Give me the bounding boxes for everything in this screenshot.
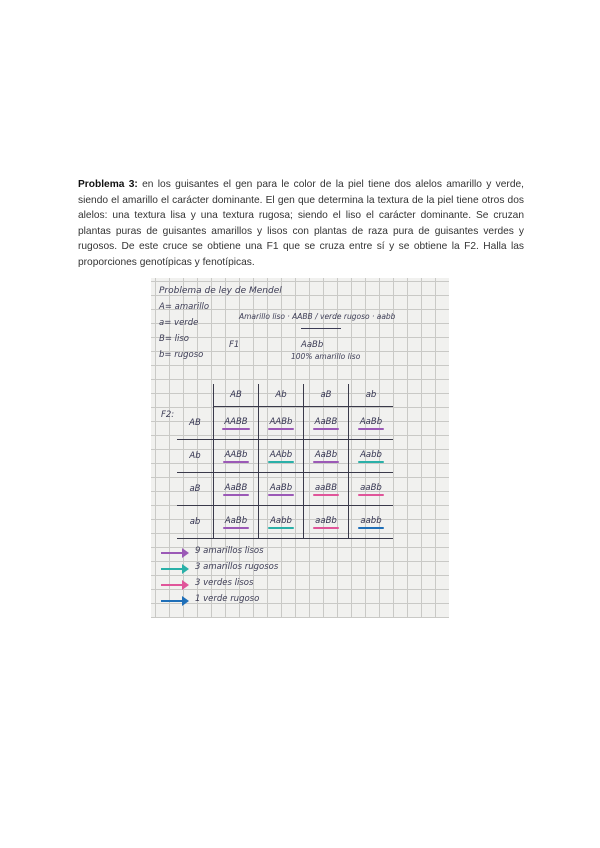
problem-heading: Problema 3: [78,179,138,190]
genotype-text: AaBB [224,482,248,493]
genotype-cell [304,473,349,506]
phenotype-mark [313,527,339,529]
phenotype-mark [268,494,294,496]
gamete-row-label: Ab [177,440,214,473]
key-item: A= amarillo [159,302,210,312]
genotype-cell [214,407,259,440]
arrow-icon [161,568,187,570]
genotype-cell [259,506,304,539]
genotype-text: Aabb [270,515,292,526]
genotype-cell [214,506,259,539]
key-item: b= rugoso [159,350,204,360]
legend-text: 9 amarillos lisos [195,546,264,556]
genotype-text: AABB [224,416,248,427]
phenotype-mark [268,527,294,529]
genotype-cell [259,473,304,506]
genotype-cell [214,473,259,506]
genotype-text: aabb [360,515,382,526]
parental-cross: Amarillo liso · AABB / verde rugoso · aabb [239,312,396,321]
genotype-cell [304,440,349,473]
genotype-text: aaBb [315,515,337,526]
f2-label: F2: [161,410,175,420]
legend-text: 1 verde rugoso [195,594,260,604]
phenotype-mark [313,461,339,463]
genotype-cell [259,407,304,440]
f1-label: F1 [229,340,240,350]
problem-statement [78,177,524,270]
gamete-row-label: AB [177,407,214,440]
phenotype-mark [358,461,384,463]
punnett-row [177,407,393,440]
phenotype-mark [268,428,295,430]
corner-cell [177,384,214,407]
phenotype-mark [223,527,249,529]
gamete-header: Ab [259,384,304,407]
genotype-text: Aabb [360,449,382,460]
problem-body: en los guisantes el gen para le color de la piel tiene dos alelos amarillo y verde, siendo el amarillo el carácter dominante. El gen que determina la textura de la piel tiene otros dos alelos: una textura lisa y una textura rugosa; siendo el liso el carácter dominante. Se cruzan plantas puras de guisantes amarillos y lisos con plantas de raza pura de guisantes verdes y rugosos. De este cruce se obtiene una F1 que se cruza entre sí y se obtiene la F2. Halla las proporciones genotípicas y fenotípicas. [78,179,524,268]
genotype-cell [349,506,394,539]
handwritten-solution-photo [151,278,449,618]
genotype-text: aaBB [314,482,338,493]
genotype-text: AABb [224,449,248,460]
genotype-text: AaBb [314,449,338,460]
genotype-text: AaBb [359,416,383,427]
phenotype-mark [222,428,249,430]
genotype-cell [349,440,394,473]
gamete-row-label: ab [177,506,214,539]
arrow-icon [161,552,187,554]
genotype-cell [259,440,304,473]
genotype-text: AABb [269,416,293,427]
gamete-row-label: aB [177,473,214,506]
phenotype-mark [358,527,383,529]
phenotype-mark [223,494,250,496]
phenotype-mark [268,461,294,463]
key-item: a= verde [159,318,199,328]
punnett-square [177,384,393,539]
genotype-text: AaBb [224,515,248,526]
key-item: B= liso [159,334,190,344]
phenotype-mark [313,428,340,430]
arrow-icon [161,584,187,586]
genotype-cell [214,440,259,473]
phenotype-mark [313,494,339,496]
genotype-text: AaBb [269,482,293,493]
arrow-icon [161,600,187,602]
phenotype-mark [223,461,250,463]
phenotype-mark [358,428,384,430]
genotype-text: AAbb [269,449,293,460]
handwritten-title: Problema de ley de Mendel [159,286,282,296]
genotype-cell [304,407,349,440]
cross-bracket [301,328,341,329]
f1-phenotype: 100% amarillo liso [291,352,361,361]
genotype-cell [304,506,349,539]
punnett-row [177,473,393,506]
gamete-header: ab [349,384,394,407]
gamete-header: aB [304,384,349,407]
legend-text: 3 amarillos rugosos [195,562,279,572]
genotype-cell [349,473,394,506]
genotype-cell [349,407,394,440]
f1-genotype: AaBb [301,340,324,350]
genotype-text: AaBB [314,416,338,427]
gamete-header-row [177,384,393,407]
genotype-text: aaBb [360,482,382,493]
gamete-header: AB [214,384,259,407]
phenotype-mark [358,494,384,496]
punnett-row [177,506,393,539]
punnett-row [177,440,393,473]
legend-text: 3 verdes lisos [195,578,254,588]
